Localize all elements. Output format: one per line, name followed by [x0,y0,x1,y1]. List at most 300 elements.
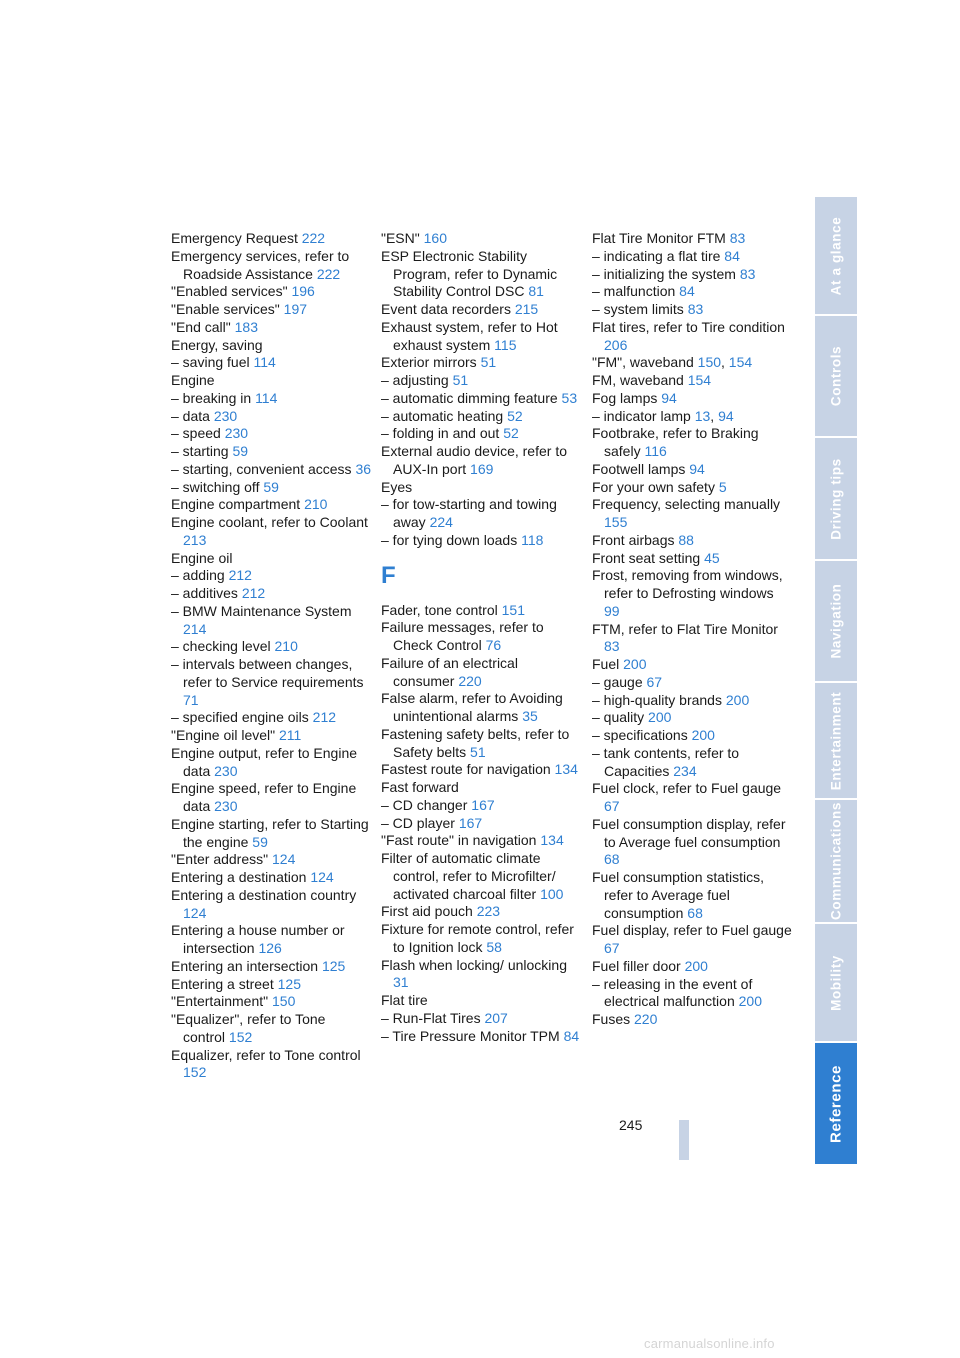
index-entry-text: "Fast route" in navigation [381,832,537,849]
index-entry-text: – CD player [381,814,455,831]
index-entry-text: Footwell lamps [592,460,686,477]
page-ref-link[interactable]: 207 [484,1009,508,1026]
index-entry [592,869,792,922]
index-entry [592,425,792,461]
index-entry-text: – data [171,407,210,424]
page-ref-link[interactable]: 211 [279,727,302,743]
page-ref-link[interactable]: 114 [253,354,276,371]
index-entry [171,780,371,816]
page-ref-link[interactable]: 212 [241,585,266,601]
index-entry [381,761,581,779]
page-ref-link[interactable]: 230 [214,762,238,779]
index-entry [171,372,371,390]
index-entry [381,690,581,726]
index-entry-text: – for tying down loads [381,531,518,548]
index-entry-text: External audio device, refer to AUX-In port [381,443,567,477]
index-entry-text: – quality [592,709,645,726]
index-entry [592,532,792,550]
index-entry [171,550,371,568]
page-ref-link[interactable]: 220 [634,1011,658,1027]
page-ref-link[interactable]: 224 [429,514,453,530]
page-ref-link[interactable]: 200 [684,957,708,974]
index-entry [381,372,581,390]
page-ref-link[interactable]: 200 [623,656,647,672]
index-entry-text: Fixture for remote control, refer to Ignition lock [381,921,574,955]
page-ref-link[interactable]: 94 [661,389,677,406]
index-entry-text: Flash when locking/ unlocking [381,956,567,973]
page-ref-link[interactable]: 88 [678,531,694,548]
page-ref-link[interactable]: 150 [697,354,722,371]
page-ref-link[interactable]: 124 [272,851,296,868]
index-entry [592,692,792,710]
page-ref-link[interactable]: 83 [604,638,620,655]
page-ref-link[interactable]: 196 [291,283,315,300]
page-ref-link[interactable]: 13 [694,407,711,424]
index-entry-text: – breaking in [171,389,252,406]
index-entry-text: Entering a house number or intersection [171,922,345,956]
index-entry-text: "Equalizer", refer to Tone control [171,1011,326,1045]
page-ref-link[interactable]: 52 [503,425,519,442]
index-entry-text: Failure of an electrical consumer [381,654,518,689]
page-ref-link[interactable]: 197 [283,301,308,317]
page-ref-link[interactable]: 230 [213,407,238,424]
page-ref-link[interactable]: 118 [521,531,544,548]
page-ref-link[interactable]: 67 [646,673,663,690]
index-entry-text: Eyes [381,478,413,495]
index-entry [171,958,371,976]
index-entry-text: Fog lamps [592,389,658,406]
index-entry [592,301,792,319]
index-entry-text: Equalizer, refer to Tone control [171,1046,361,1063]
index-entry-text: – automatic dimming feature [381,389,558,406]
page-ref-link[interactable]: 230 [224,425,249,442]
page-ref-link[interactable]: 45 [704,549,720,566]
index-entry [171,425,371,443]
index-entry-text: "Enabled services" [171,283,288,300]
side-tab-label: Communications [828,802,844,920]
page-ref-link[interactable]: 223 [476,903,501,920]
index-entry-text: – intervals between changes, refer to Service requirements [171,656,364,690]
page-ref-link[interactable]: 116 [644,443,667,459]
index-entry-text: – initializing the system [592,265,736,282]
index-entry-text: – releasing in the event of electrical malfunction [592,975,753,1010]
index-entry [171,816,371,852]
index-entry [171,745,371,781]
index-entry-text: – indicating a flat tire [592,247,721,264]
index-entry-text: – adding [171,567,225,584]
index-entry-text: Footbrake, refer to Braking safely [592,425,759,459]
page-ref-link[interactable]: 210 [304,496,328,513]
side-nav [815,197,857,1164]
index-entry [592,922,792,958]
index-entry [592,319,792,355]
page-ref-link[interactable]: 167 [471,796,495,813]
index-entry-text: Flat tire [381,992,428,1008]
index-entry-text: Front airbags [592,531,675,548]
index-entry-text: Entering an intersection [171,957,319,974]
page-ref-link[interactable]: 84 [724,247,740,264]
page-ref-link[interactable]: 67 [604,798,620,814]
index-entry-text: Entering a destination [171,869,307,885]
index-entry-text: "ESN" [381,230,420,246]
index-entry [171,319,371,337]
page-ref-link[interactable]: 154 [687,372,712,388]
page-ref-link[interactable]: 154 [728,354,753,371]
page-ref-link[interactable]: 84 [679,283,695,300]
page-ref-link[interactable]: 5 [718,478,727,495]
index-entry-text: – for tow-starting and towing away [381,496,557,530]
index-entry-text: Fuses [592,1011,631,1027]
index-entry [381,602,581,620]
page-ref-link[interactable]: 200 [725,691,750,708]
index-entry-text: For your own safety [592,478,715,495]
index-entry-text: "FM", waveband [592,354,694,371]
page-ref-link[interactable]: 200 [738,993,762,1010]
index-entry-text: – switching off [171,478,260,495]
index-entry [381,655,581,691]
page-ref-link[interactable]: 151 [501,601,525,618]
page-ref-link[interactable]: 52 [507,407,523,424]
side-tab-driving-tips[interactable] [815,438,857,561]
page-ref-link[interactable]: 51 [470,743,486,760]
index-entry [171,993,371,1011]
index-entry [381,496,581,532]
index-entry-text: Energy, saving [171,336,263,353]
index-column-1 [171,230,371,1082]
index-entry [171,656,371,709]
index-entry-text: "Engine oil level" [171,727,276,743]
page-ref-link[interactable]: 215 [514,301,539,317]
index-entry-text: Exterior mirrors [381,354,477,371]
index-entry-text: – additives [171,585,238,601]
page-ref-link[interactable]: 51 [480,354,497,371]
index-entry [171,638,371,656]
side-tab-label: At a glance [828,216,844,295]
index-entry [381,726,581,762]
index-entry [381,408,581,426]
side-tab-communications[interactable] [815,800,857,924]
page-ref-link[interactable]: 67 [604,940,620,956]
index-entry-text: – malfunction [592,283,676,300]
index-entry [592,976,792,1012]
index-entry [592,567,792,620]
page-ref-link[interactable]: 84 [563,1027,580,1044]
index-entry-text: Fuel clock, refer to Fuel gauge [592,780,782,797]
index-entry-text: – starting [171,443,229,459]
page-ref-link[interactable]: 83 [739,265,756,282]
index-entry-text: Frequency, selecting manually [592,496,781,513]
page-ref-link[interactable]: 125 [277,975,301,992]
index-entry [171,567,371,585]
page-ref-link[interactable]: 115 [494,336,517,353]
index-entry-text: Fuel display, refer to Fuel gauge [592,922,792,939]
page-ref-link[interactable]: 94 [689,460,705,477]
page-ref-link[interactable]: 99 [604,602,620,619]
page-ref-link[interactable]: 169 [470,460,494,477]
page-ref-link[interactable]: 71 [183,691,199,708]
index-entry [381,797,581,815]
index-entry [171,230,371,248]
index-entry [592,461,792,479]
index-entry [171,514,371,550]
index-entry-text: Failure messages, refer to Check Control [381,619,544,653]
index-entry-text: – high-quality brands [592,691,722,708]
page-ref-link[interactable]: 114 [255,389,278,406]
page-ref-separator: , [710,407,715,424]
page-ref-link[interactable]: 59 [232,443,249,459]
index-entry [381,779,581,797]
index-entry-text: False alarm, refer to Avoiding unintentional alarms [381,690,563,724]
index-entry [381,443,581,479]
index-entry [171,887,371,923]
page-ref-link[interactable]: 51 [452,372,469,388]
index-entry [592,248,792,266]
side-tab-mobility[interactable] [815,924,857,1043]
index-entry-text: FM, waveband [592,372,684,388]
page-ref-link[interactable]: 200 [691,727,715,743]
index-entry [381,832,581,850]
index-entry-text: Flat tires, refer to Tire condition [592,318,785,335]
index-entry [171,496,371,514]
index-entry-text: Fuel consumption statistics, refer to Average fuel consumption [592,869,764,921]
index-entry-text: – tank contents, refer to Capacities [592,744,740,779]
index-entry-text: – Tire Pressure Monitor TPM [381,1027,560,1044]
page-ref-link[interactable]: 124 [310,869,334,885]
index-entry-text: – checking level [171,638,271,655]
index-entry-text: – starting, convenient access [171,460,352,477]
page-ref-link[interactable]: 36 [355,460,372,477]
index-entry-text: Fastest route for navigation [381,761,551,778]
index-entry [171,461,371,479]
index-entry [171,727,371,745]
index-entry-text: Entering a street [171,975,274,992]
index-entry [592,283,792,301]
index-entry-text: Fast forward [381,779,459,795]
page-ref-link[interactable]: 59 [252,833,268,850]
page-ref-link[interactable]: 94 [718,407,734,424]
index-entry [171,922,371,958]
index-entry [171,390,371,408]
side-tab-label: Controls [828,345,844,407]
page-ref-link[interactable]: 210 [274,638,298,655]
index-column-3 [592,230,792,1029]
index-entry [592,656,792,674]
index-entry [171,851,371,869]
side-tab-at-a-glance[interactable] [815,197,857,316]
side-tab-controls[interactable] [815,316,857,438]
side-tab-label: Entertainment [828,691,844,790]
index-entry-text: Engine output, refer to Engine data [171,744,358,779]
index-entry [381,957,581,993]
page-ref-link[interactable]: 83 [687,301,704,317]
index-entry [171,408,371,426]
side-tab-reference[interactable] [815,1043,857,1164]
page-ref-link[interactable]: 150 [272,993,296,1010]
index-entry-text: "Enter address" [171,851,269,868]
index-entry-text: ESP Electronic Stability Program, refer to Dynamic Stability Control DSC [381,247,558,300]
index-entry-text: Flat Tire Monitor FTM [592,230,726,246]
index-entry [592,354,792,372]
page-ref-separator: , [721,354,725,371]
index-entry-text: Filter of automatic climate control, refer to Microfilter/ activated charcoal filter [381,850,556,902]
index-entry [381,815,581,833]
index-entry [592,479,792,497]
page-ref-link[interactable]: 68 [687,904,703,921]
page-ref-link[interactable]: 125 [321,957,346,974]
index-entry [171,479,371,497]
index-entry [171,1011,371,1047]
page-ref-link[interactable]: 58 [486,938,502,955]
page-ref-link[interactable]: 152 [183,1064,207,1081]
page-ref-link[interactable]: 76 [485,637,502,653]
page-ref-link[interactable]: 126 [258,940,282,956]
page-number: 245 [619,1117,643,1133]
page-ref-link[interactable]: 152 [228,1028,253,1045]
index-entry-text: Exhaust system, refer to Hot exhaust system [381,318,558,353]
index-entry [381,992,581,1010]
side-tab-entertainment[interactable] [815,683,857,800]
index-entry [381,425,581,443]
index-entry-text: "Enable services" [171,301,280,317]
index-entry [171,1047,371,1083]
index-entry-text: – BMW Maintenance System [171,602,352,619]
index-entry [171,354,371,372]
index-entry [592,266,792,284]
index-entry [171,337,371,355]
page-ref-link[interactable]: 212 [312,709,337,726]
index-entry [592,390,792,408]
index-entry-text: Fuel [592,656,620,672]
side-tab-navigation[interactable] [815,561,857,683]
index-entry [592,816,792,869]
index-entry [381,354,581,372]
page-ref-link[interactable]: 134 [554,761,578,778]
index-entry [592,372,792,390]
index-entry-text: Fader, tone control [381,601,498,618]
page-ref-link[interactable]: 160 [423,230,447,246]
index-entry [381,230,581,248]
watermark: carmanualsonline.info [644,1336,775,1351]
page-ref-link[interactable]: 206 [604,336,628,353]
index-entry [381,1010,581,1028]
index-entry [592,745,792,781]
index-entry-text: – folding in and out [381,425,500,442]
page-ref-link[interactable]: 83 [729,230,746,246]
page-ref-link[interactable]: 53 [561,389,578,406]
index-entry [381,319,581,355]
page-ref-link[interactable]: 100 [540,885,564,902]
side-tab-label: Driving tips [828,457,844,540]
index-entry [381,850,581,903]
index-entry-text: Emergency services, refer to Roadside Assistance [171,247,350,282]
index-entry [592,958,792,976]
index-entry-text: Fuel filler door [592,957,681,974]
page-ref-link[interactable]: 134 [540,832,564,849]
index-entry [592,230,792,248]
page-ref-link[interactable]: 155 [604,514,628,530]
index-entry-text: Engine compartment [171,496,301,513]
index-entry [592,674,792,692]
index-column-2 [381,230,581,1045]
index-entry [171,443,371,461]
page-ref-link[interactable]: 31 [393,974,409,991]
page-ref-link[interactable]: 167 [458,814,483,831]
index-letter-heading: F [381,561,396,589]
index-entry-text: Frost, removing from windows, refer to Defrosting windows [592,567,783,601]
page-ref-link[interactable]: 213 [183,531,207,548]
index-entry [171,585,371,603]
index-entry [381,532,581,550]
page-ref-link[interactable]: 234 [673,762,697,779]
index-entry [381,921,581,957]
page-ref-link[interactable]: 220 [458,672,482,689]
index-entry-text: FTM, refer to Flat Tire Monitor [592,620,778,637]
index-entry [381,301,581,319]
index-entry-text: First aid pouch [381,903,473,920]
page-ref-link[interactable]: 124 [183,904,207,921]
page-ref-link[interactable]: 35 [522,708,538,724]
index-entry [592,496,792,532]
index-entry [381,1028,581,1046]
page-ref-link[interactable]: 222 [316,265,341,282]
index-entry-text: – indicator lamp [592,407,691,424]
page-ref-link[interactable]: 81 [528,283,544,300]
index-entry [592,408,792,426]
index-entry [592,727,792,745]
side-tab-label: Navigation [828,583,844,659]
index-entry [171,976,371,994]
side-tab-label: Mobility [828,954,844,1011]
index-entry [171,709,371,727]
index-entry [381,248,581,301]
index-entry-text: – adjusting [381,372,449,388]
page-ref-link[interactable]: 212 [228,567,252,584]
index-entry [171,869,371,887]
index-entry-text: – Run-Flat Tires [381,1009,481,1026]
page-ref-link[interactable]: 214 [183,620,207,637]
index-entry-text: – specified engine oils [171,709,309,726]
index-entry [381,619,581,655]
index-entry-text: – CD changer [381,796,468,813]
index-entry [381,903,581,921]
page-ref-link[interactable]: 183 [234,318,258,335]
page-ref-link[interactable]: 230 [214,798,238,814]
index-entry-text: – gauge [592,673,643,690]
index-entry [171,603,371,639]
side-tab-label: Reference [827,1064,845,1143]
index-entry [592,780,792,816]
index-entry-text: "Entertainment" [171,993,269,1010]
index-entry [381,479,581,497]
index-entry [592,709,792,727]
index-entry [171,248,371,284]
index-entry [592,550,792,568]
index-entry-text: Emergency Request [171,230,298,246]
page-ref-link[interactable]: 59 [263,478,279,495]
index-entry-text: – speed [171,425,221,442]
page-ref-link[interactable]: 200 [648,709,672,726]
index-entry-text: Fuel consumption display, refer to Average fuel consumption [592,815,786,850]
index-entry-text: – system limits [592,301,684,317]
index-entry-text: Engine coolant, refer to Coolant [171,514,368,530]
page-ref-link[interactable]: 68 [604,851,620,868]
page-ref-link[interactable]: 222 [301,230,326,246]
index-entry [171,283,371,301]
index-entry-text: – specifications [592,727,688,743]
index-entry-text: Engine oil [171,549,233,566]
index-entry [592,1011,792,1029]
index-entry-text: "End call" [171,318,231,335]
